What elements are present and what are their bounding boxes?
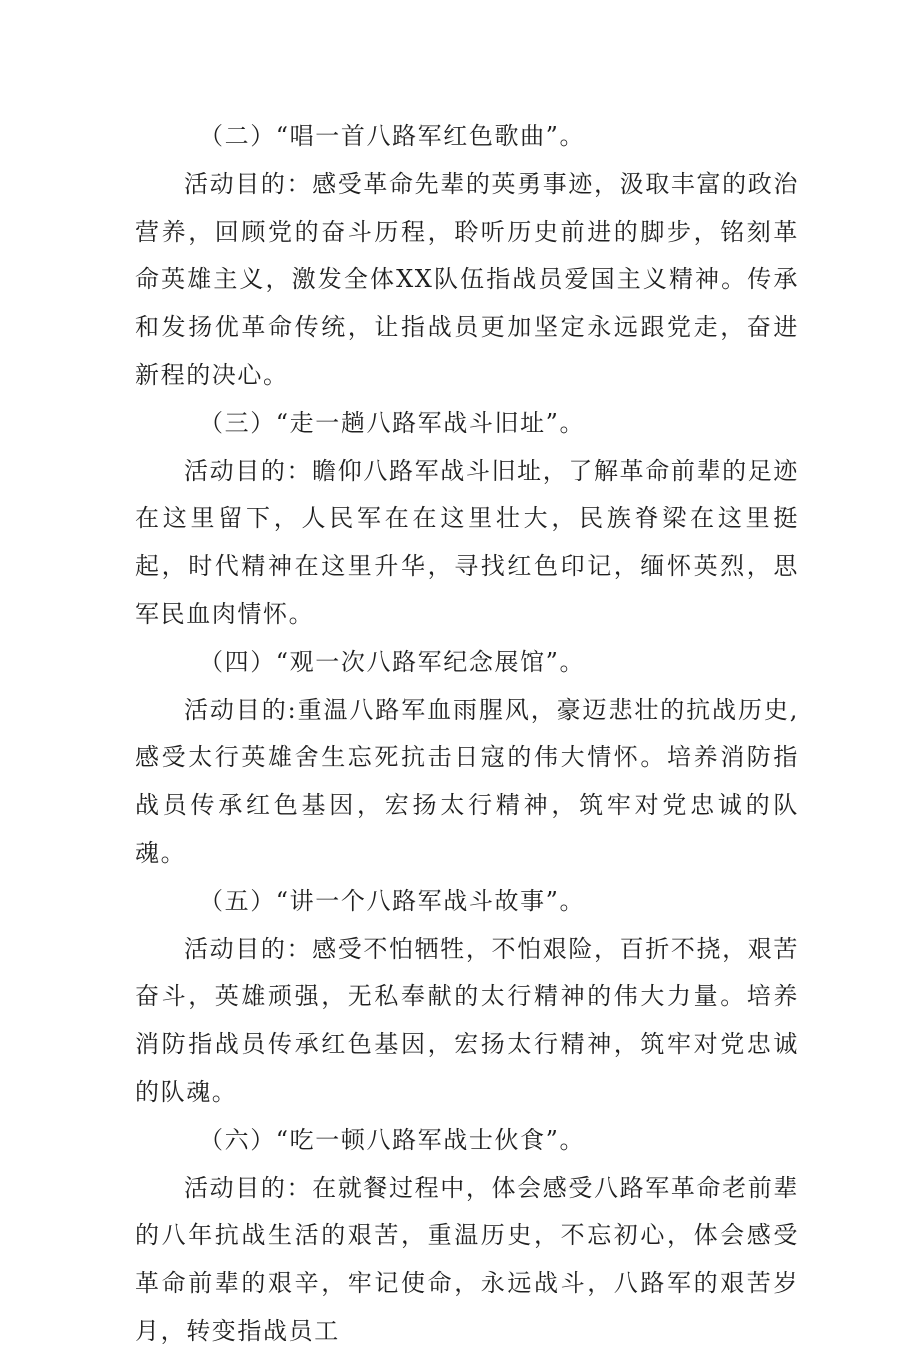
section-paragraph-5: 活动目的：感受不怕牺牲，不怕艰险，百折不挠，艰苦奋斗，英雄顽强，无私奉献的太行精神的伟大力量。培养消防指战员传承红色基因，宏扬太行精神，筑牢对党忠诚的队魂。 xyxy=(135,934,799,1106)
section-paragraph-2: 活动目的：感受革命先辈的英勇事迹，汲取丰富的政治营养，回顾党的奋斗历程，聆听历史前进的脚步，铭刻革命英雄主义，激发全体XX队伍指战员爱国主义精神。传承和发扬优革命传统，让指战员更加坚定永远跟党走，奋进新程的决心。 xyxy=(135,169,799,389)
section-paragraph-4: 活动目的:重温八路军血雨腥风，豪迈悲壮的抗战历史,感受太行英雄舍生忘死抗击日寇的伟大情怀。培养消防指战员传承红色基因，宏扬太行精神，筑牢对党忠诚的队魂。 xyxy=(135,695,799,867)
section-heading-4: （四）“观一次八路军纪念展馆”。 xyxy=(199,647,586,676)
section-heading-5: （五）“讲一个八路军战斗故事”。 xyxy=(199,886,586,915)
section-heading-3: （三）“走一趟八路军战斗旧址”。 xyxy=(199,408,586,437)
section-paragraph-3: 活动目的：瞻仰八路军战斗旧址，了解革命前辈的足迹在这里留下，人民军在在这里壮大，民族脊梁在这里挺起，时代精神在这里升华，寻找红色印记，缅怀英烈，思军民血肉情怀。 xyxy=(135,456,799,628)
section-heading-2: （二）“唱一首八路军红色歌曲”。 xyxy=(199,122,586,150)
section-paragraph-6: 活动目的：在就餐过程中，体会感受八路军革命老前辈的八年抗战生活的艰苦，重温历史，不忘初心，体会感受革命前辈的艰辛，牢记使命，永远战斗，八路军的艰苦岁月，转变指战员工 xyxy=(135,1173,799,1345)
document-body xyxy=(135,113,799,1356)
section-heading-6: （六）“吃一顿八路军战士伙食”。 xyxy=(199,1125,586,1154)
